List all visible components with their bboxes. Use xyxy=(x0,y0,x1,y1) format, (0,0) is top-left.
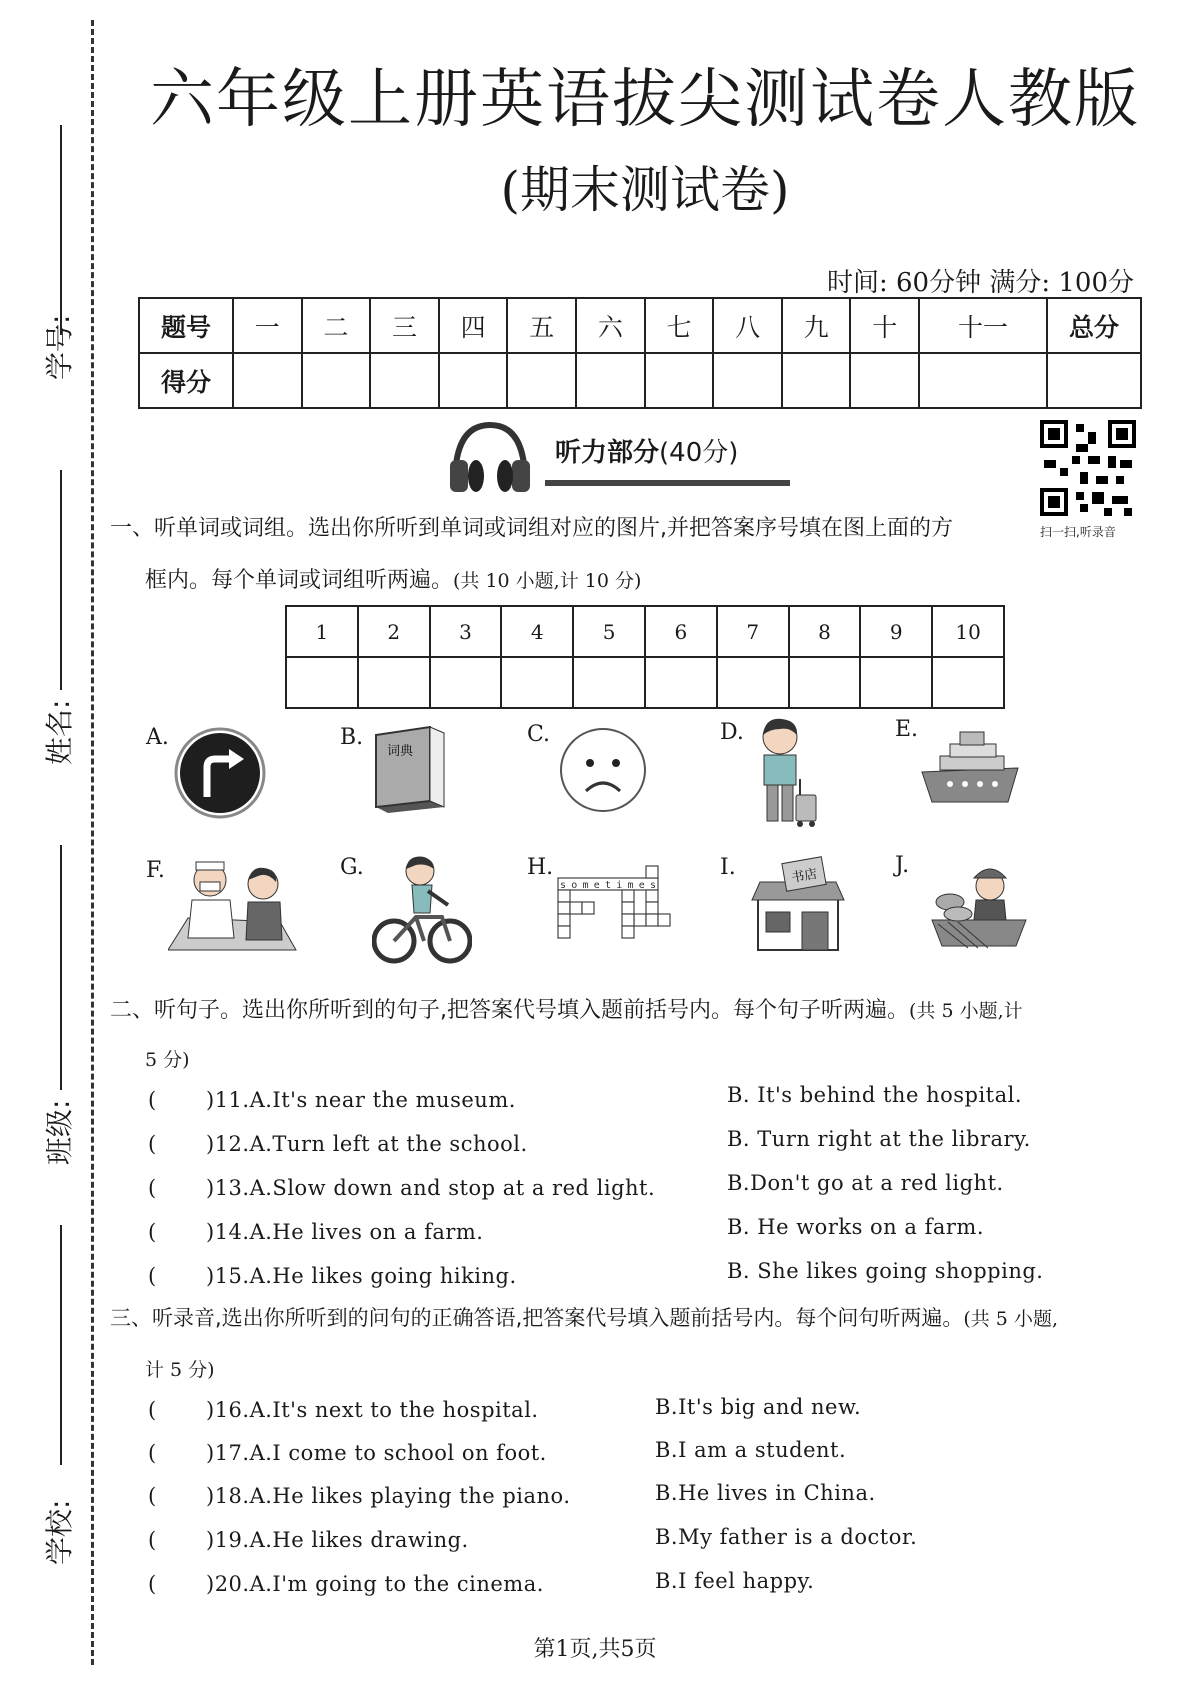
answer-box[interactable] xyxy=(789,657,861,708)
section2-instruction-cont: 5 分) xyxy=(145,1049,190,1071)
question-18-option-b: B.He lives in China. xyxy=(655,1481,876,1505)
name-label: 姓名: xyxy=(43,699,76,765)
turn-right-sign-icon xyxy=(174,727,266,819)
score-cell[interactable] xyxy=(370,353,439,408)
score-cell[interactable] xyxy=(507,353,576,408)
section1-instruction: 一、听单词或词组。选出你所听到单词或词组对应的图片,并把答案序号填在图上面的方 xyxy=(110,516,953,541)
answer-number: 10 xyxy=(932,606,1004,657)
question-11-option-a: )11.A.It's near the museum. xyxy=(206,1088,516,1112)
answer-box[interactable] xyxy=(430,657,502,708)
fisherman-icon xyxy=(928,862,1030,950)
section2-instruction: 二、听句子。选出你所听到的句子,把答案代号填入题前括号内。每个句子听两遍。(共 5 小题,计 xyxy=(110,998,1023,1023)
question-15-paren[interactable]: ( xyxy=(148,1264,157,1288)
score-cell[interactable] xyxy=(713,353,782,408)
score-header-cell: 四 xyxy=(439,298,508,353)
question-16-option-a: )16.A.It's next to the hospital. xyxy=(206,1398,539,1422)
question-19-paren[interactable]: ( xyxy=(148,1528,157,1552)
score-header-cell: 八 xyxy=(713,298,782,353)
section1-instruction-cont: 框内。每个单词或词组听两遍。(共 10 小题,计 10 分) xyxy=(145,568,642,593)
score-row-label: 得分 xyxy=(139,353,233,408)
question-19-option-b: B.My father is a doctor. xyxy=(655,1525,918,1549)
answer-number: 4 xyxy=(501,606,573,657)
score-cell[interactable] xyxy=(919,353,1047,408)
answer-box[interactable] xyxy=(717,657,789,708)
answer-box[interactable] xyxy=(501,657,573,708)
question-14-option-a: )14.A.He lives on a farm. xyxy=(206,1220,484,1244)
score-header-cell: 二 xyxy=(302,298,371,353)
score-header-cell: 七 xyxy=(645,298,714,353)
crossword-icon xyxy=(556,862,681,946)
picture-label-a: A. xyxy=(146,725,169,750)
score-header-cell: 十一 xyxy=(919,298,1047,353)
picture-label-e: E. xyxy=(895,717,919,742)
picture-label-c: C. xyxy=(527,722,551,747)
answer-number: 9 xyxy=(860,606,932,657)
answer-box[interactable] xyxy=(932,657,1004,708)
question-17-paren[interactable]: ( xyxy=(148,1441,157,1465)
score-cell[interactable] xyxy=(782,353,851,408)
page-title: 六年级上册英语拔尖测试卷人教版 xyxy=(150,63,1140,137)
score-header-cell: 题号 xyxy=(139,298,233,353)
question-20-paren[interactable]: ( xyxy=(148,1572,157,1596)
question-16-option-b: B.It's big and new. xyxy=(655,1395,862,1419)
picture-label-f: F. xyxy=(146,858,165,883)
score-cell[interactable] xyxy=(439,353,508,408)
answer-number: 3 xyxy=(430,606,502,657)
score-header-cell: 总分 xyxy=(1047,298,1141,353)
score-cell[interactable] xyxy=(233,353,302,408)
score-header-cell: 六 xyxy=(576,298,645,353)
qr-caption: 扫一扫,听录音 xyxy=(1040,525,1116,539)
question-17-option-a: )17.A.I come to school on foot. xyxy=(206,1441,547,1465)
answer-box-row xyxy=(286,657,1004,708)
class-line xyxy=(60,845,62,1090)
listening-underline xyxy=(545,480,790,486)
score-table xyxy=(138,297,1142,409)
boy-cycling-icon xyxy=(372,855,472,967)
answer-box[interactable] xyxy=(358,657,430,708)
picture-label-g: G. xyxy=(340,855,364,880)
answer-box[interactable] xyxy=(645,657,717,708)
picture-label-h: H. xyxy=(527,855,554,880)
question-12-paren[interactable]: ( xyxy=(148,1132,157,1156)
binding-dashed-line xyxy=(91,20,94,1665)
dictionary-icon xyxy=(368,725,450,815)
answer-box[interactable] xyxy=(860,657,932,708)
question-13-option-b: B.Don't go at a red light. xyxy=(727,1171,1004,1195)
section3-instruction: 三、听录音,选出你所听到的问句的正确答语,把答案代号填入题前括号内。每个问句听两遍。(共 5 小题, xyxy=(110,1306,1058,1330)
answer-number: 7 xyxy=(717,606,789,657)
school-line xyxy=(60,1225,62,1465)
question-14-paren[interactable]: ( xyxy=(148,1220,157,1244)
question-15-option-a: )15.A.He likes going hiking. xyxy=(206,1264,517,1288)
score-cell[interactable] xyxy=(576,353,645,408)
question-19-option-a: )19.A.He likes drawing. xyxy=(206,1528,469,1552)
name-line xyxy=(60,470,62,690)
answer-box[interactable] xyxy=(573,657,645,708)
answer-number: 5 xyxy=(573,606,645,657)
student-id-line xyxy=(60,125,62,335)
question-15-option-b: B. She likes going shopping. xyxy=(727,1259,1044,1283)
picture-label-b: B. xyxy=(340,725,364,750)
qr-code-icon[interactable] xyxy=(1040,420,1136,516)
bookstore-text: 书店 xyxy=(790,866,819,887)
score-cell[interactable] xyxy=(645,353,714,408)
section1-answer-table xyxy=(285,605,1005,709)
dictionary-text: 词典 xyxy=(386,744,414,759)
score-header-cell: 五 xyxy=(507,298,576,353)
student-id-label: 学号: xyxy=(43,314,76,380)
question-12-option-b: B. Turn right at the library. xyxy=(727,1127,1031,1151)
answer-number: 1 xyxy=(286,606,358,657)
score-header-cell: 九 xyxy=(782,298,851,353)
crossword-word: sometimes xyxy=(560,880,656,891)
score-cell[interactable] xyxy=(850,353,919,408)
listening-section-title: 听力部分(40分) xyxy=(555,438,739,468)
class-label: 班级: xyxy=(43,1099,76,1165)
score-header-cell: 一 xyxy=(233,298,302,353)
school-label: 学校: xyxy=(43,1499,76,1565)
picture-label-j: J. xyxy=(895,853,910,878)
sad-face-icon xyxy=(558,727,648,813)
picture-label-i: I. xyxy=(720,855,736,880)
cruise-ship-icon xyxy=(920,728,1020,806)
question-13-option-a: )13.A.Slow down and stop at a red light. xyxy=(206,1176,656,1200)
page-subtitle: (期末测试卷) xyxy=(500,161,790,219)
answer-number-row xyxy=(286,606,1004,657)
doctor-patient-icon xyxy=(168,858,300,954)
score-header-cell: 三 xyxy=(370,298,439,353)
score-header-row xyxy=(139,298,1141,353)
question-11-option-b: B. It's behind the hospital. xyxy=(727,1083,1023,1107)
bookstore-icon xyxy=(748,856,848,952)
question-16-paren[interactable]: ( xyxy=(148,1398,157,1422)
answer-number: 2 xyxy=(358,606,430,657)
question-20-option-a: )20.A.I'm going to the cinema. xyxy=(206,1572,544,1596)
question-14-option-b: B. He works on a farm. xyxy=(727,1215,984,1239)
question-13-paren[interactable]: ( xyxy=(148,1176,157,1200)
boy-with-suitcase-icon xyxy=(750,717,820,829)
picture-label-d: D. xyxy=(720,720,744,745)
answer-number: 6 xyxy=(645,606,717,657)
score-cell[interactable] xyxy=(1047,353,1141,408)
answer-number: 8 xyxy=(789,606,861,657)
question-12-option-a: )12.A.Turn left at the school. xyxy=(206,1132,528,1156)
score-header-cell: 十 xyxy=(850,298,919,353)
page-footer: 第1页,共5页 xyxy=(533,1637,657,1662)
question-20-option-b: B.I feel happy. xyxy=(655,1569,815,1593)
question-11-paren[interactable]: ( xyxy=(148,1088,157,1112)
question-17-option-b: B.I am a student. xyxy=(655,1438,847,1462)
section3-instruction-cont: 计 5 分) xyxy=(145,1359,215,1381)
question-18-paren[interactable]: ( xyxy=(148,1484,157,1508)
score-cell[interactable] xyxy=(302,353,371,408)
question-18-option-a: )18.A.He likes playing the piano. xyxy=(206,1484,571,1508)
time-info: 时间: 60分钟 满分: 100分 xyxy=(826,268,1134,298)
answer-box[interactable] xyxy=(286,657,358,708)
score-value-row xyxy=(139,353,1141,408)
